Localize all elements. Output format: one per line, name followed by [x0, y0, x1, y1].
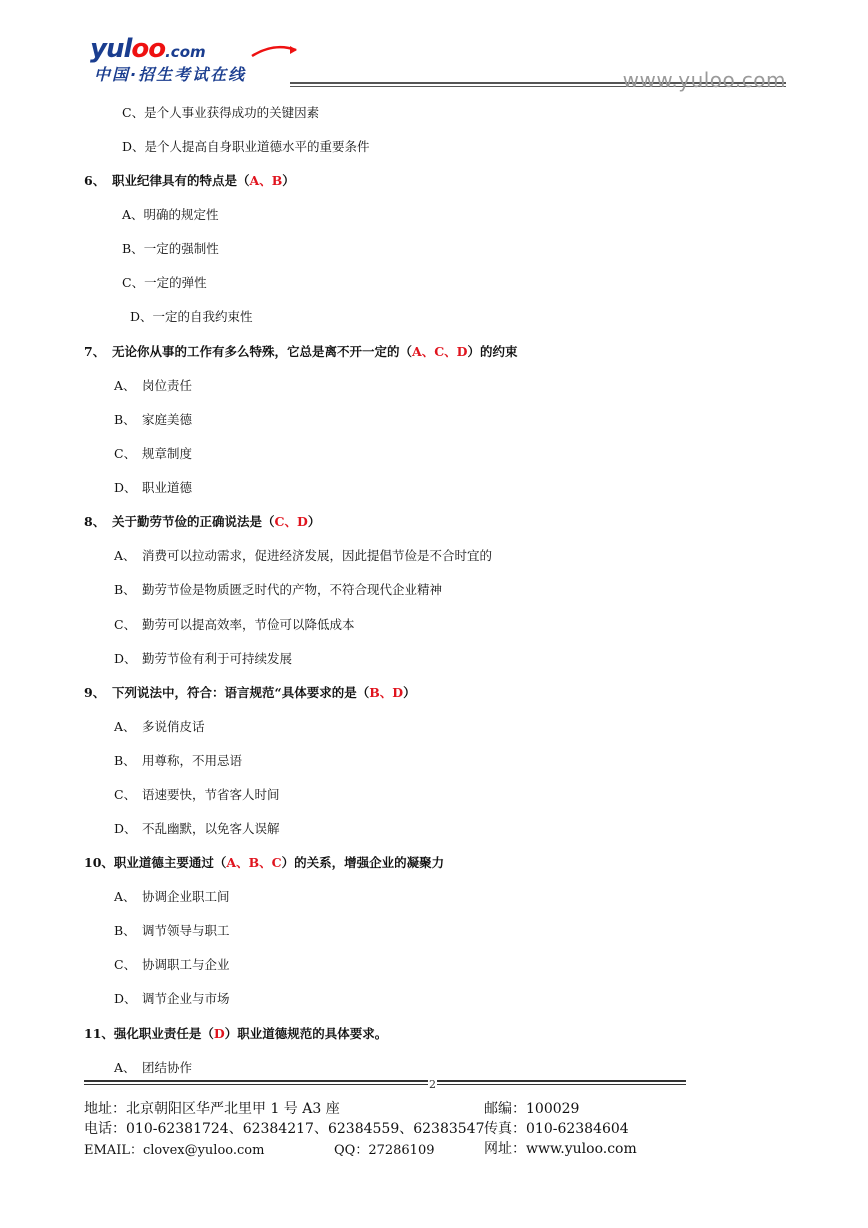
question-8: 8、 关于勤劳节俭的正确说法是（C、D）: [84, 514, 321, 529]
list-item: D、 不乱幽默，以免客人误解: [114, 821, 280, 836]
list-item: C、 规章制度: [114, 446, 193, 461]
logo-brand-oo: oo: [131, 34, 166, 64]
list-item: B、 调节领导与职工: [114, 923, 230, 938]
list-item: A、 协调企业职工间: [114, 889, 230, 904]
question-11: 11、强化职业责任是（D）职业道德规范的具体要求。: [84, 1026, 388, 1041]
question-7: 7、 无论你从事的工作有多么特殊，它总是离不开一定的（A、C、D）的约束: [84, 344, 518, 359]
list-item: D、 职业道德: [114, 480, 193, 495]
list-item: D、 勤劳节俭有利于可持续发展: [114, 651, 293, 666]
list-item: B、一定的强制性: [122, 241, 219, 256]
footer-address: 地址：北京朝阳区华严北里甲 1 号 A3 座: [84, 1101, 340, 1117]
list-item: C、 协调职工与企业: [114, 957, 230, 972]
header-site-url[interactable]: www.yuloo.com: [622, 68, 786, 92]
answer-key: A、B: [249, 173, 283, 188]
page-number: 2: [429, 1078, 436, 1091]
question-6: 6、 职业纪律具有的特点是（A、B）: [84, 173, 295, 188]
list-item: A、 团结协作: [114, 1060, 193, 1075]
list-item: A、明确的规定性: [122, 207, 219, 222]
answer-key: B、D: [369, 685, 404, 700]
footer-website[interactable]: 网址：www.yuloo.com: [484, 1141, 637, 1157]
answer-key: A、B、C: [226, 855, 282, 870]
footer-postcode: 邮编：100029: [484, 1101, 580, 1117]
list-item: A、 多说俏皮话: [114, 719, 205, 734]
footer-divider: [84, 1080, 686, 1085]
list-item: C、一定的弹性: [122, 275, 207, 290]
logo-brand-prefix: yul: [90, 34, 132, 64]
list-item: D、一定的自我约束性: [130, 309, 253, 324]
answer-key: D: [213, 1026, 225, 1041]
logo-wordmark: [90, 36, 206, 65]
list-item: D、是个人提高自身职业道德水平的重要条件: [122, 139, 370, 154]
logo-tagline: 中国·招生考试在线: [94, 65, 247, 84]
list-item: A、 岗位责任: [114, 378, 193, 393]
footer-qq: QQ：27286109: [334, 1143, 435, 1158]
list-item: C、 勤劳可以提高效率，节俭可以降低成本: [114, 617, 355, 632]
list-item: B、 家庭美德: [114, 412, 193, 427]
answer-key: A、C、D: [412, 344, 468, 359]
question-9: 9、 下列说法中，符合：语言规范“具体要求的是（B、D）: [84, 685, 416, 700]
logo-brand-suffix: .com: [165, 43, 206, 61]
yuloo-logo[interactable]: [90, 36, 300, 84]
question-10: 10、职业道德主要通过（A、B、C）的关系，增强企业的凝聚力: [84, 855, 445, 870]
answer-key: C、D: [274, 514, 308, 529]
list-item: C、是个人事业获得成功的关键因素: [122, 105, 320, 120]
list-item: A、 消费可以拉动需求，促进经济发展，因此提倡节俭是不合时宜的: [114, 548, 493, 563]
footer-phone: 电话：010-62381724、62384217、62384559、62383547: [84, 1121, 485, 1137]
list-item: B、 勤劳节俭是物质匮乏时代的产物，不符合现代企业精神: [114, 582, 443, 597]
footer-fax: 传真：010-62384604: [484, 1121, 629, 1137]
list-item: C、 语速要快，节省客人时间: [114, 787, 280, 802]
logo-swoosh-icon: [250, 44, 298, 60]
page-header: [0, 0, 868, 100]
list-item: B、 用尊称，不用忌语: [114, 753, 243, 768]
footer-email[interactable]: EMAIL：clovex@yuloo.com: [84, 1143, 265, 1158]
list-item: D、 调节企业与市场: [114, 991, 230, 1006]
